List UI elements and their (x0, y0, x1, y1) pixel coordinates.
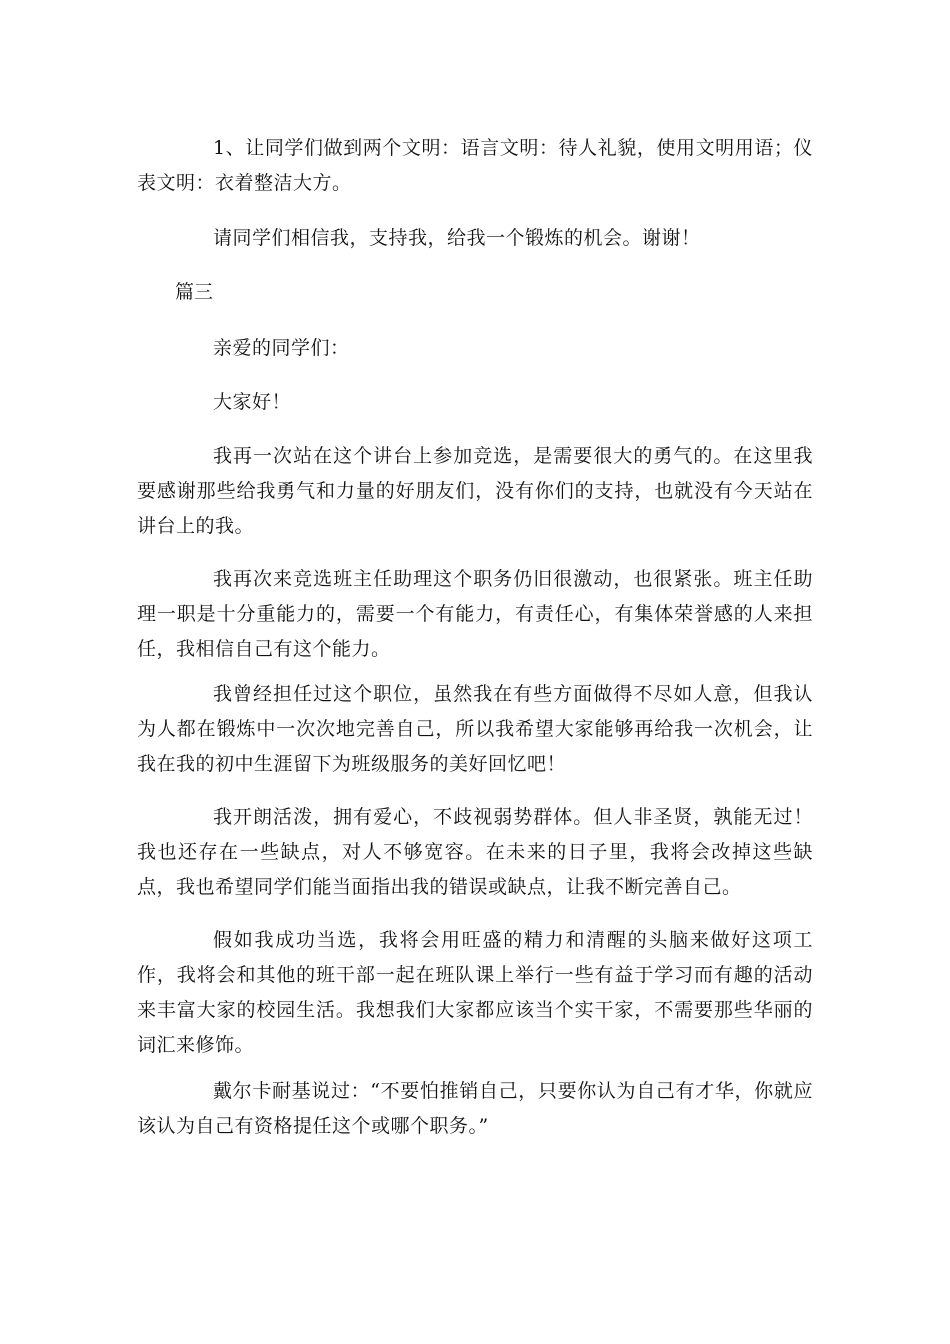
paragraph-personality: 我开朗活泼，拥有爱心，不歧视弱势群体。但人非圣贤，孰能无过！我也还存在一些缺点，对人不够宽容。在未来的日子里，我将会改掉这些缺点，我也希望同学们能当面指出我的错误或缺点，让我不断完善自己。 (137, 806, 813, 898)
paragraph-salutation: 亲爱的同学们： (213, 337, 350, 359)
paragraph-closing-thanks: 请同学们相信我，支持我，给我一个锻炼的机会。谢谢！ (213, 227, 701, 249)
paragraph-greeting: 大家好！ (213, 391, 292, 413)
paragraph-assistant-role: 我再次来竞选班主任助理这个职务仍旧很激动，也很紧张。班主任助理一职是十分重能力的，需要一个有能力，有责任心，有集体荣誉感的人来担任，我相信自己有这个能力。 (137, 568, 813, 660)
paragraph-carnegie-quote: 戴尔卡耐基说过：“不要怕推销自己，只要你认为自己有才华，你就应该认为自己有资格提任这个或哪个职务。” (137, 1080, 813, 1137)
paragraph-past-experience: 我曾经担任过这个职位，虽然我在有些方面做得不尽如人意，但我认为人都在锻炼中一次次地完善自己，所以我希望大家能够再给我一次机会，让我在我的初中生涯留下为班级服务的美好回忆吧！ (137, 683, 813, 775)
paragraph-courage: 我再一次站在这个讲台上参加竞选，是需要很大的勇气的。在这里我要感谢那些给我勇气和力量的好朋友们，没有你们的支持，也就没有今天站在讲台上的我。 (137, 445, 813, 537)
paragraph-election-plan: 假如我成功当选，我将会用旺盛的精力和清醒的头脑来做好这项工作，我将会和其他的班干部一起在班队课上举行一些有益于学习而有趣的活动来丰富大家的校园生活。我想我们大家都应该当个实干家，不需要那些华丽的词汇来修饰。 (137, 929, 813, 1056)
section-heading: 篇三 (175, 281, 214, 303)
paragraph-civility-rules: 1、让同学们做到两个文明：语言文明：待人礼貌，使用文明用语；仪表文明：衣着整洁大方。 (137, 137, 813, 194)
